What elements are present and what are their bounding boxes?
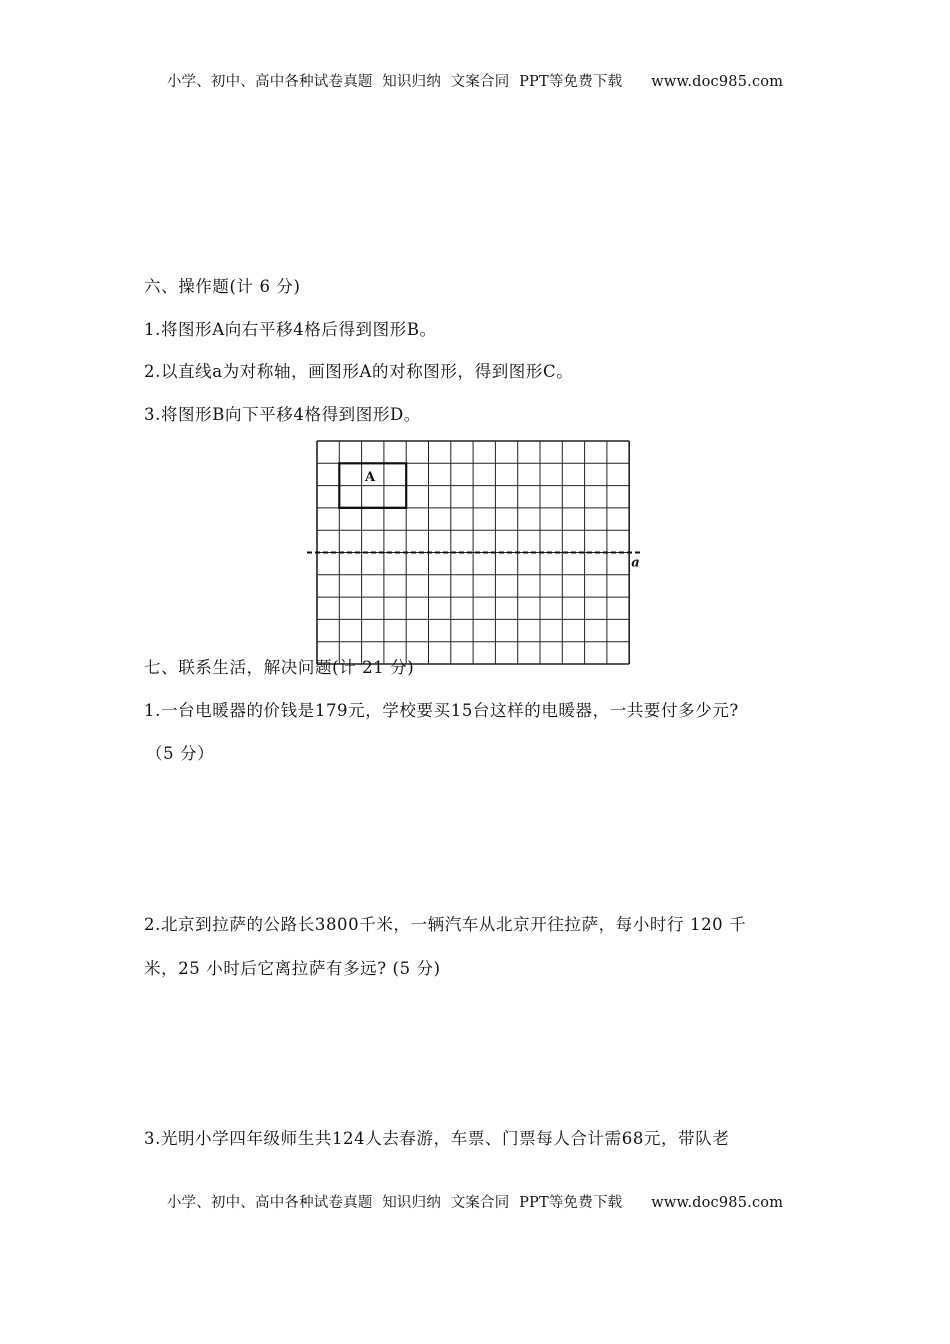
footer-text: 小学、初中、高中各种试卷真题 知识归纳 文案合同 PPT等免费下载: [166, 1195, 623, 1211]
section6-title: 六、操作题(计 6 分): [144, 277, 301, 296]
footer-url: www.doc985.com: [651, 1195, 784, 1211]
section7-q2-line2: 米，25 小时后它离拉萨有多远? (5 分): [144, 959, 441, 978]
section7-q2-line1: 2.北京到拉萨的公路长3800千米，一辆汽车从北京开往拉萨，每小时行 120 千: [144, 915, 747, 934]
axis-a-label: a: [631, 555, 640, 571]
section7-q1-line2: （5 分）: [146, 744, 215, 763]
section7-q3-line1: 3.光明小学四年级师生共124人去春游，车票、门票每人合计需68元，带队老: [144, 1129, 730, 1148]
section7-q1-line1: 1.一台电暖器的价钱是179元，学校要买15台这样的电暖器，一共要付多少元?: [144, 701, 739, 720]
section6-question-3: 3.将图形B向下平移4格得到图形D。: [144, 405, 421, 424]
page-header: [0, 70, 950, 91]
shape-a-label: A: [364, 470, 376, 486]
header-text: 小学、初中、高中各种试卷真题 知识归纳 文案合同 PPT等免费下载: [166, 74, 623, 90]
section6-question-1: 1.将图形A向右平移4格后得到图形B。: [144, 320, 437, 339]
header-url: www.doc985.com: [651, 74, 784, 90]
section6-question-2: 2.以直线a为对称轴，画图形A的对称图形，得到图形C。: [144, 362, 574, 381]
grid-figure: [305, 437, 645, 667]
section7-title: 七、联系生活，解决问题(计 21 分): [144, 658, 415, 677]
page-footer: [0, 1191, 950, 1212]
